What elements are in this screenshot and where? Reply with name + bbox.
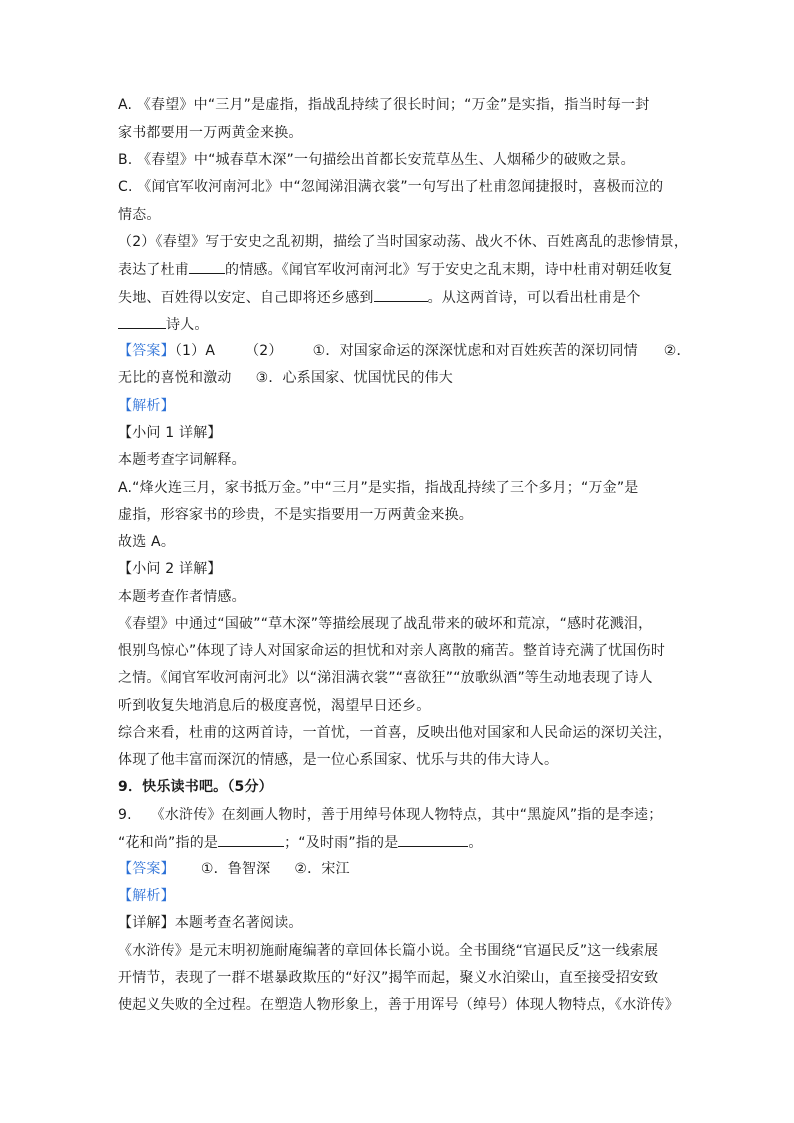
question-9-line1: 9. 《水浒传》在刻画人物时，善于用绰号体现人物特点，其中“黑旋风”指的是李逵； <box>118 807 663 823</box>
answer1-line2-b: ③．心系国家、忧国忧民的伟大 <box>255 370 453 386</box>
answer1-line2 <box>118 369 453 387</box>
q2-line3-prefix: 失地、百姓得以安定、自己即将还乡感到 <box>118 290 374 306</box>
question-9-line2 <box>118 833 483 852</box>
subquestion1-line3: 故选 A。 <box>118 534 176 550</box>
analysis-tag: 【解析】 <box>118 398 175 414</box>
q2-line3-suffix: 。从这两首诗，可以看出杜甫是个 <box>427 290 641 306</box>
q2-line3 <box>118 288 641 307</box>
q2-line2-prefix: 表达了杜甫 <box>118 262 189 278</box>
detail-tag: 【详解】 <box>118 915 175 931</box>
subquestion1-tag: 【小问 1 详解】 <box>118 425 222 441</box>
question-9-line2-a: “花和尚”指的是 <box>118 835 219 851</box>
subquestion2-line5: 综合来看，杜甫的这两首诗，一首忧，一首喜，反映出他对国家和人民命运的深切关注， <box>118 725 672 741</box>
q2-line1: （2）《春望》写于安史之乱初期，描绘了当时国家动荡、战火不休、百姓离乱的悲惨情景， <box>118 234 689 250</box>
subquestion2-line4: 听到收复失地消息后的极度喜悦，渴望早日还乡。 <box>118 698 431 714</box>
answer1-part1: （1）A <box>174 343 216 359</box>
answer1-line2-a: 无比的喜悦和激动 <box>118 370 232 386</box>
answer2-line <box>118 860 350 878</box>
subquestion2-line3: 之情。《闻官军收河南河北》以“涕泪满衣裳”“喜欲狂”“放歌纵酒”等生动地表现了诗人 <box>118 670 653 686</box>
answer1-line1 <box>118 342 691 360</box>
answer1-item2: ②． <box>663 343 691 359</box>
subquestion1-line2: 虚指，形容家书的珍贵，不是实指要用一万两黄金来换。 <box>118 507 473 523</box>
option-b-line: B. 《春望》中“城春草木深”一句描绘出首都长安荒草丛生、人烟稀少的破败之景。 <box>118 152 635 168</box>
section-9-heading: 9．快乐读书吧。（5分） <box>118 779 273 795</box>
answer2-item2: ②．宋江 <box>294 861 350 877</box>
subquestion2-line2: 恨别鸟惊心”体现了诗人对国家命运的担忧和对亲人离散的痛苦。整首诗充满了忧国伤时 <box>118 643 666 659</box>
analysis-tag-2: 【解析】 <box>118 888 175 904</box>
answer-tag: 【答案】 <box>118 343 175 359</box>
q2-line2-suffix: 的情感。《闻官军收河南河北》写于安史之乱末期，诗中杜甫对朝廷收复 <box>225 262 673 278</box>
detail-line1: 《水浒传》是元末明初施耐庵编著的章回体长篇小说。全书围绕“官逼民反”这一线索展 <box>118 943 659 959</box>
option-c-line1: C. 《闻官军收河南河北》中“忽闻涕泪满衣裳”一句写出了杜甫忽闻捷报时，喜极而泣的 <box>118 179 664 195</box>
answer-blank-4 <box>218 833 284 847</box>
answer1-item1: ①．对国家命运的深深忧虑和对百姓疾苦的深切同情 <box>312 343 638 359</box>
option-c-line2: 情态。 <box>118 207 161 223</box>
subquestion1-line1: A.“烽火连三月，家书抵万金。”中“三月”是实指，指战乱持续了三个多月；“万金”是 <box>118 480 639 496</box>
answer-blank-2 <box>374 288 428 302</box>
answer-blank-1 <box>189 260 225 274</box>
subquestion2-line1: 《春望》中通过“国破”“草木深”等描绘展现了战乱带来的破坏和荒凉，“感时花溅泪， <box>118 616 653 632</box>
detail-intro: 本题考查名著阅读。 <box>174 915 303 931</box>
subquestion2-line6: 体现了他丰富而深沉的情感，是一位心系国家、忧乐与共的伟大诗人。 <box>118 752 559 768</box>
detail-line3: 使起义失败的全过程。在塑造人物形象上，善于用诨号（绰号）体现人物特点，《水浒传》 <box>118 997 679 1013</box>
option-a-line1: A. 《春望》中“三月”是虚指，指战乱持续了很长时间；“万金”是实指，指当时每一封 <box>118 97 650 113</box>
answer-blank-3 <box>118 315 166 329</box>
question-9-line2-c: 。 <box>468 835 483 851</box>
answer2-item1: ①．鲁智深 <box>200 861 271 877</box>
q2-line2 <box>118 260 672 279</box>
subquestion1-intro: 本题考查字词解释。 <box>118 452 246 468</box>
answer1-part2: （2） <box>245 343 283 359</box>
q2-line4-text: 诗人。 <box>166 317 209 333</box>
question-9-line2-b: ；“及时雨”指的是 <box>284 835 399 851</box>
option-a-line2: 家书都要用一万两黄金来换。 <box>118 125 303 141</box>
answer-tag-2: 【答案】 <box>118 861 175 877</box>
detail-line2: 开情节，表现了一群不堪暴政欺压的“好汉”揭竿而起，聚义水泊梁山，直至接受招安致 <box>118 970 659 986</box>
subquestion2-tag: 【小问 2 详解】 <box>118 561 222 577</box>
subquestion2-intro: 本题考查作者情感。 <box>118 589 246 605</box>
q2-line4 <box>118 315 209 334</box>
detail-line <box>118 914 303 932</box>
answer-blank-5 <box>398 833 468 847</box>
